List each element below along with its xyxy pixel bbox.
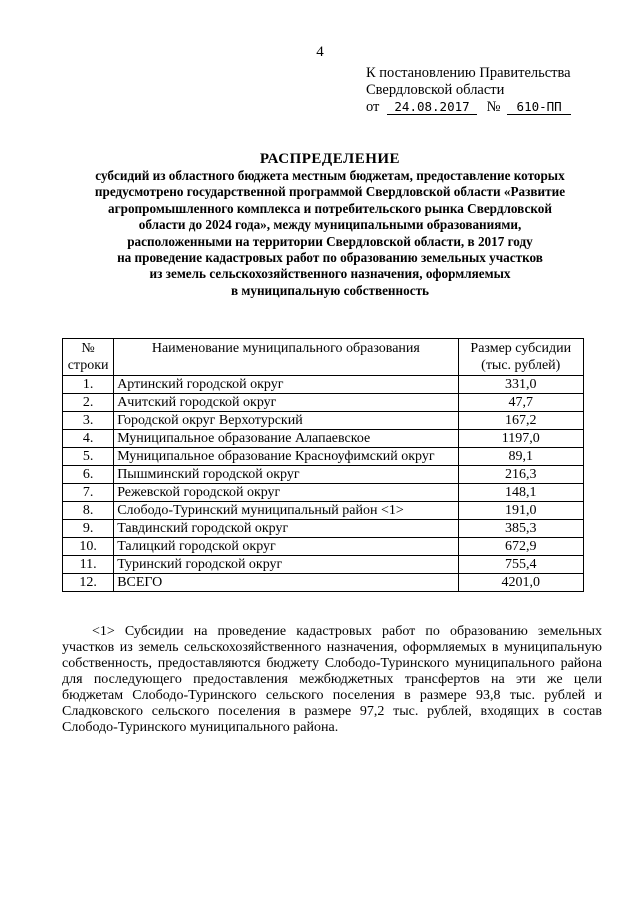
annex-date: 24.08.2017 bbox=[387, 100, 477, 115]
table-row bbox=[63, 376, 584, 394]
table-header-row bbox=[63, 339, 584, 376]
title-line: расположенными на территории Свердловской области, в 2017 году bbox=[127, 233, 533, 249]
municipality-name: Тавдинский городской округ bbox=[114, 520, 458, 538]
table-row bbox=[63, 412, 584, 430]
table-row bbox=[63, 556, 584, 574]
subsidy-amount: 167,2 bbox=[458, 412, 584, 430]
annex-line-2: Свердловской области bbox=[366, 82, 505, 98]
title-main: РАСПРЕДЕЛЕНИЕ bbox=[259, 151, 401, 167]
subsidy-amount: 385,3 bbox=[458, 520, 584, 538]
row-number: 3. bbox=[63, 412, 114, 430]
title-line: в муниципальную собственность bbox=[230, 282, 430, 298]
header-row-number: № строки bbox=[63, 339, 114, 376]
table-total-row bbox=[63, 574, 584, 592]
footnote bbox=[62, 624, 602, 736]
table-row bbox=[63, 484, 584, 502]
header-subsidy-amount: Размер субсидии (тыс. рублей) bbox=[458, 339, 584, 376]
row-number: 12. bbox=[63, 574, 114, 592]
annex-number-label: № bbox=[486, 99, 501, 115]
subsidy-amount: 191,0 bbox=[458, 502, 584, 520]
subsidy-amount: 216,3 bbox=[458, 466, 584, 484]
total-label: ВСЕГО bbox=[114, 574, 458, 592]
annex-from-label: от bbox=[366, 99, 380, 115]
subsidy-amount: 331,0 bbox=[458, 376, 584, 394]
row-number: 10. bbox=[63, 538, 114, 556]
table-row bbox=[63, 502, 584, 520]
annex-reference bbox=[366, 65, 571, 116]
subsidy-amount: 47,7 bbox=[458, 394, 584, 412]
table-row bbox=[63, 538, 584, 556]
total-amount: 4201,0 bbox=[458, 574, 584, 592]
subsidy-amount: 1197,0 bbox=[458, 430, 584, 448]
document-title bbox=[40, 150, 620, 299]
municipality-name: Городской округ Верхотурский bbox=[114, 412, 458, 430]
municipality-name: Слободо-Туринский муниципальный район <1> bbox=[114, 502, 458, 520]
municipality-name: Ачитский городской округ bbox=[114, 394, 458, 412]
subsidy-table bbox=[62, 338, 584, 592]
municipality-name: Муниципальное образование Алапаевское bbox=[114, 430, 458, 448]
row-number: 6. bbox=[63, 466, 114, 484]
annex-date-line bbox=[366, 99, 571, 116]
row-number: 5. bbox=[63, 448, 114, 466]
municipality-name: Пышминский городской округ bbox=[114, 466, 458, 484]
row-number: 7. bbox=[63, 484, 114, 502]
row-number: 9. bbox=[63, 520, 114, 538]
annex-number: 610-ПП bbox=[507, 100, 571, 115]
title-line: субсидий из областного бюджета местным бюджетам, предоставление которых bbox=[95, 168, 565, 183]
table-row bbox=[63, 466, 584, 484]
title-line: области до 2024 года», между муниципальными образованиями, bbox=[138, 217, 522, 233]
municipality-name: Талицкий городской округ bbox=[114, 538, 458, 556]
title-line: из земель сельскохозяйственного назначения, оформляемых bbox=[149, 266, 511, 282]
subsidy-amount: 89,1 bbox=[458, 448, 584, 466]
subsidy-amount: 148,1 bbox=[458, 484, 584, 502]
title-subtitle bbox=[40, 168, 620, 299]
row-number: 11. bbox=[63, 556, 114, 574]
municipality-name: Артинский городской округ bbox=[114, 376, 458, 394]
table-row bbox=[63, 448, 584, 466]
municipality-name: Туринский городской округ bbox=[114, 556, 458, 574]
table-row bbox=[63, 430, 584, 448]
row-number: 2. bbox=[63, 394, 114, 412]
row-number: 4. bbox=[63, 430, 114, 448]
title-line: агропромышленного комплекса и потребительского рынка Свердловской bbox=[108, 200, 552, 216]
row-number: 8. bbox=[63, 502, 114, 520]
row-number: 1. bbox=[63, 376, 114, 394]
annex-line-1: К постановлению Правительства bbox=[366, 65, 571, 81]
title-line: предусмотрено государственной программой Свердловской области «Развитие bbox=[94, 184, 566, 200]
page-number: 4 bbox=[316, 44, 324, 60]
municipality-name: Муниципальное образование Красноуфимский округ bbox=[114, 448, 458, 466]
title-line: на проведение кадастровых работ по образованию земельных участков bbox=[117, 250, 543, 266]
header-municipality: Наименование муниципального образования bbox=[114, 339, 458, 376]
table-row bbox=[63, 394, 584, 412]
table-row bbox=[63, 520, 584, 538]
subsidy-amount: 672,9 bbox=[458, 538, 584, 556]
subsidy-amount: 755,4 bbox=[458, 556, 584, 574]
municipality-name: Режевской городской округ bbox=[114, 484, 458, 502]
footnote-text: <1> Субсидии на проведение кадастровых работ по образованию земельных участков из земель сельскохозяйственного назначения, оформляемых в муниципальную собственность, предоставляются бюджету Слободо-Туринского муниципального района для последующего предоставления межбюджетных трансфертов на эти же цели бюджетам Слободо-Туринского сельского поселения в размере 93,8 тыс. рублей и Сладковского сельского поселения в размере 97,2 тыс. рублей, входящих в состав Слободо-Туринского муниципального района. bbox=[62, 624, 602, 735]
